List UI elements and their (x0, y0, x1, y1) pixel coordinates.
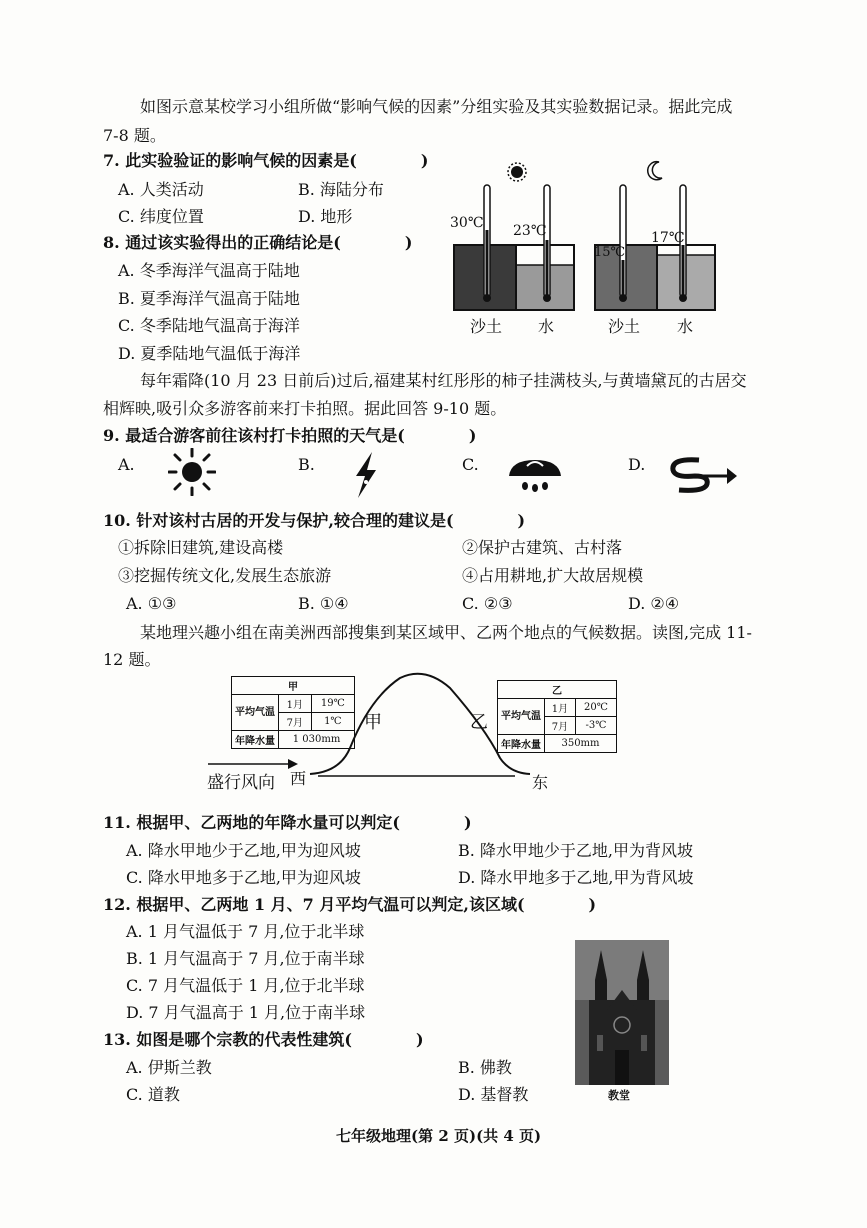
q7-option-a[interactable]: A. 人类活动 (118, 180, 204, 199)
q8-option-b[interactable]: B. 夏季海洋气温高于陆地 (118, 289, 300, 308)
yi-jul-temp: -3℃ (575, 717, 616, 735)
jia-jul-temp: 1℃ (311, 713, 354, 731)
intro-9-10-line1: 每年霜降(10 月 23 日前后)过后,福建某村红彤彤的柿子挂满枝头,与黄墙黛瓦的古居交 (140, 371, 747, 390)
q9-stem: 9. 最适合游客前往该村打卡拍照的天气是( ) (103, 426, 477, 445)
q11-stem: 11. 根据甲、乙两地的年降水量可以判定( ) (103, 813, 472, 832)
q8-option-c[interactable]: C. 冬季陆地气温高于海洋 (118, 316, 300, 335)
night-sand-label: 沙土 (608, 317, 641, 336)
q10-option-b[interactable]: B. ①④ (298, 594, 349, 613)
q10-option-d[interactable]: D. ②④ (628, 594, 680, 613)
q8-stem: 8. 通过该实验得出的正确结论是( ) (103, 233, 413, 252)
q10-statement-4: ④占用耕地,扩大故居规模 (462, 566, 644, 585)
day-water-temp: 23℃ (513, 223, 547, 239)
day-container (454, 245, 574, 310)
q9-option-d[interactable]: D. (628, 455, 646, 474)
q7-option-c[interactable]: C. 纬度位置 (118, 207, 204, 226)
church-photo-caption: 教堂 (608, 1089, 630, 1102)
page-footer: 七年级地理(第 2 页)(共 4 页) (336, 1127, 542, 1145)
jia-title: 甲 (232, 677, 355, 695)
q13-option-b[interactable]: B. 佛教 (458, 1058, 512, 1077)
q10-statement-3: ③挖掘传统文化,发展生态旅游 (118, 566, 332, 585)
yi-climate-table (497, 680, 617, 753)
yi-precip-label: 年降水量 (498, 735, 545, 753)
church-photo (575, 940, 669, 1085)
q11-option-c[interactable]: C. 降水甲地多于乙地,甲为迎风坡 (126, 868, 361, 887)
q10-statement-1: ①拆除旧建筑,建设高楼 (118, 538, 284, 557)
q12-option-a[interactable]: A. 1 月气温低于 7 月,位于北半球 (126, 922, 365, 941)
q11-option-a[interactable]: A. 降水甲地少于乙地,甲为迎风坡 (126, 841, 361, 860)
q8-option-d[interactable]: D. 夏季陆地气温低于海洋 (118, 344, 301, 363)
day-sand-label: 沙土 (470, 317, 503, 336)
q13-option-d[interactable]: D. 基督教 (458, 1085, 529, 1104)
jia-precip-label: 年降水量 (232, 731, 279, 749)
q13-stem: 13. 如图是哪个宗教的代表性建筑( ) (103, 1030, 424, 1049)
q8-option-a[interactable]: A. 冬季海洋气温高于陆地 (118, 261, 300, 280)
jia-climate-table (231, 676, 355, 749)
day-water-label: 水 (538, 317, 555, 336)
jia-temp-label: 平均气温 (232, 695, 279, 731)
intro-11-12-line2: 12 题。 (103, 650, 161, 669)
experiment-figure (440, 150, 740, 345)
night-water-temp: 17℃ (651, 230, 685, 246)
q12-stem: 12. 根据甲、乙两地 1 月、7 月平均气温可以判定,该区域( ) (103, 895, 597, 914)
lightning-icon (350, 450, 380, 500)
q12-option-c[interactable]: C. 7 月气温低于 1 月,位于北半球 (126, 976, 365, 995)
q11-option-b[interactable]: B. 降水甲地少于乙地,甲为背风坡 (458, 841, 694, 860)
yi-precip: 350mm (545, 735, 617, 753)
q10-option-a[interactable]: A. ①③ (126, 594, 177, 613)
jia-jul-label: 7月 (279, 713, 312, 731)
day-sand-temp: 30℃ (450, 215, 484, 231)
q13-option-c[interactable]: C. 道教 (126, 1085, 180, 1104)
q10-stem: 10. 针对该村古居的开发与保护,较合理的建议是( ) (103, 511, 526, 530)
intro-7-8-line1: 如图示意某校学习小组所做“影响气候的因素”分组实验及其实验数据记录。据此完成 (140, 97, 733, 116)
q9-option-c[interactable]: C. (462, 455, 479, 474)
prevailing-wind-label: 盛行风向 (207, 773, 275, 793)
yi-jan-label: 1月 (545, 699, 576, 717)
sunny-icon (168, 448, 216, 496)
q7-option-d[interactable]: D. 地形 (298, 207, 353, 226)
moon-icon (648, 162, 662, 180)
jia-mountain-mark: 甲 (364, 712, 382, 733)
sun-icon (508, 163, 526, 181)
yi-jul-label: 7月 (545, 717, 576, 735)
q11-option-d[interactable]: D. 降水甲地多于乙地,甲为背风坡 (458, 868, 694, 887)
night-water-label: 水 (677, 317, 694, 336)
q9-option-a[interactable]: A. (118, 455, 135, 474)
q9-option-b[interactable]: B. (298, 455, 315, 474)
q7-stem: 7. 此实验验证的影响气候的因素是( ) (103, 151, 429, 170)
day-water-thermometer (543, 185, 551, 302)
q10-option-c[interactable]: C. ②③ (462, 594, 513, 613)
intro-9-10-line2: 相辉映,吸引众多游客前来打卡拍照。据此回答 9-10 题。 (103, 399, 507, 418)
yi-temp-label: 平均气温 (498, 699, 545, 735)
jia-precip: 1 030mm (279, 731, 355, 749)
east-label: 东 (532, 773, 549, 792)
night-sand-thermometer (619, 185, 627, 302)
q10-statement-2: ②保护古建筑、古村落 (462, 538, 623, 557)
west-label: 西 (290, 769, 307, 788)
wind-icon (663, 452, 739, 496)
jia-jan-temp: 19℃ (311, 695, 354, 713)
intro-7-8-line2: 7-8 题。 (103, 126, 166, 145)
intro-11-12-line1: 某地理兴趣小组在南美洲西部搜集到某区域甲、乙两个地点的气候数据。读图,完成 11- (140, 623, 752, 642)
yi-title: 乙 (498, 681, 617, 699)
yi-mountain-mark: 乙 (470, 712, 488, 733)
yi-jan-temp: 20℃ (575, 699, 616, 717)
q12-option-b[interactable]: B. 1 月气温高于 7 月,位于南半球 (126, 949, 365, 968)
q13-option-a[interactable]: A. 伊斯兰教 (126, 1058, 212, 1077)
jia-jan-label: 1月 (279, 695, 312, 713)
q12-option-d[interactable]: D. 7 月气温高于 1 月,位于南半球 (126, 1003, 366, 1022)
day-sand-thermometer (483, 185, 491, 302)
rain-icon (505, 452, 565, 496)
night-sand-temp: 15℃ (594, 245, 626, 260)
q7-option-b[interactable]: B. 海陆分布 (298, 180, 384, 199)
